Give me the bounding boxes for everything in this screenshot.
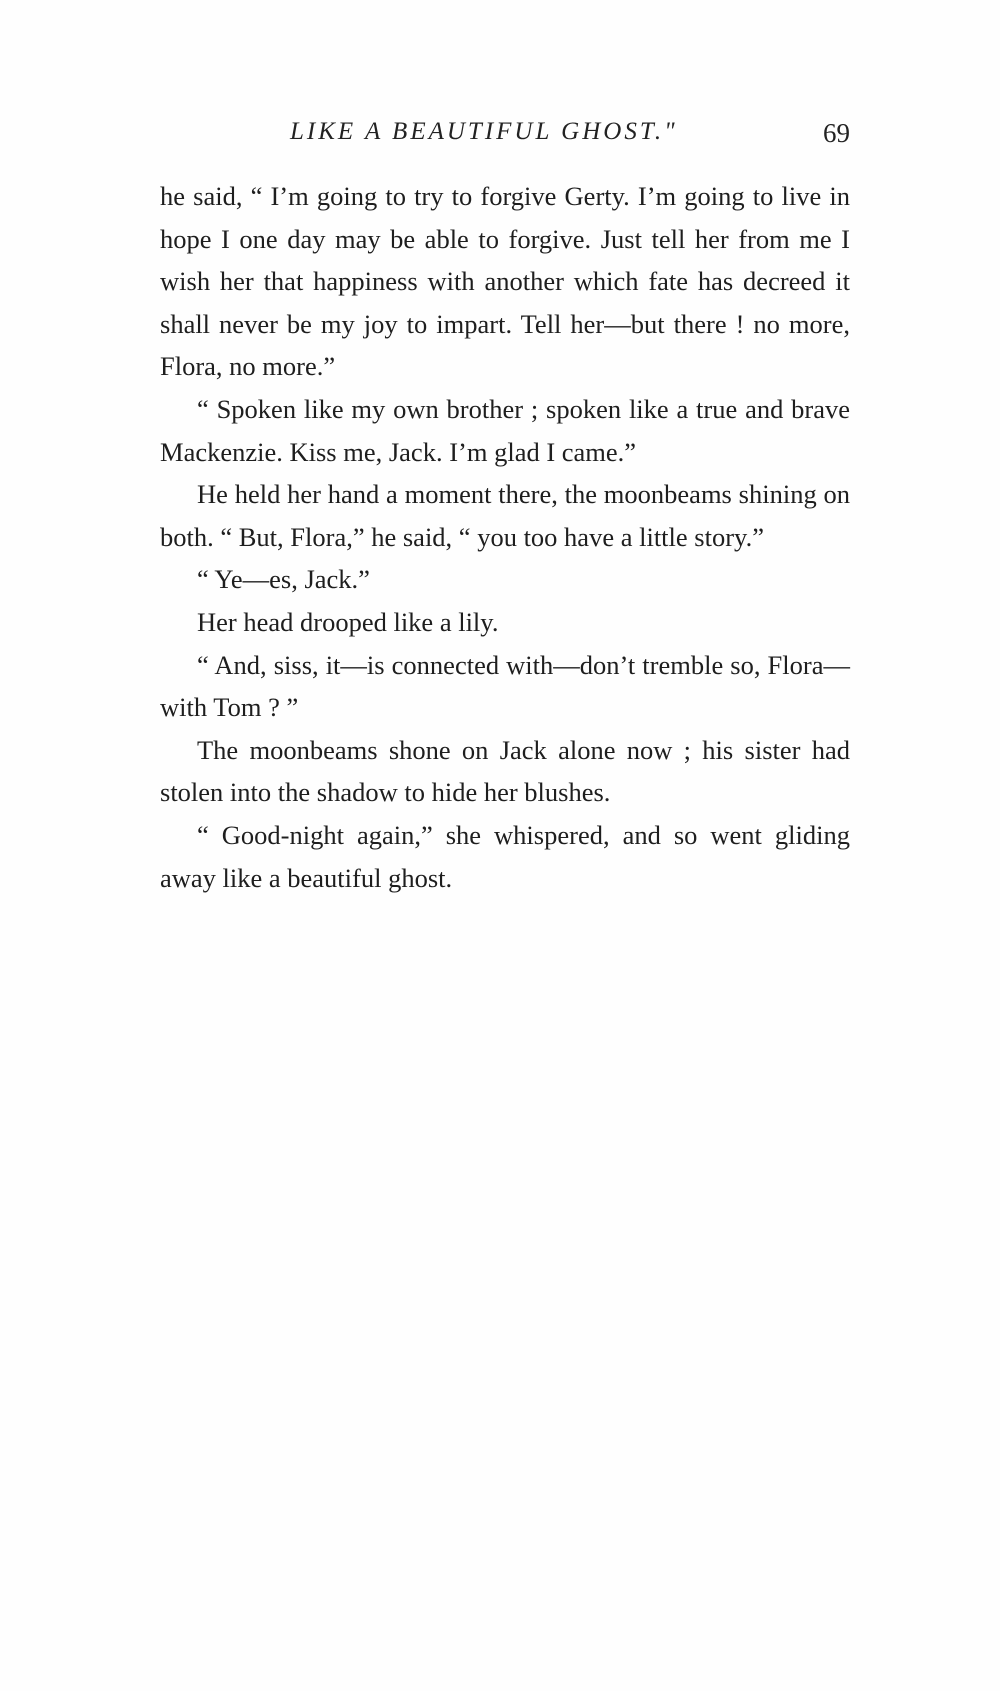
page-number: 69 (823, 118, 850, 148)
paragraph-8: “ Good-night again,” she whispered, and so went gliding away like a beautiful ghost. (160, 819, 850, 893)
paragraph-6: “ And, siss, it—is connected with—don’t tremble so, Flora—with Tom ? ” (160, 649, 850, 723)
paragraph-3: He held her hand a moment there, the moonbeams shining on both. “ But, Flora,” he said, “ you too have a little story.” (160, 479, 850, 552)
paragraph-5: Her head drooped like a lily. (197, 606, 499, 637)
body-text (160, 175, 850, 899)
paragraph-7: The moonbeams shone on Jack alone now ; his sister had stolen into the shadow to hide her blushes. (160, 734, 850, 808)
paragraph-4: “ Ye—es, Jack.” (197, 564, 370, 595)
paragraph-2: “ Spoken like my own brother ; spoken like a true and brave Mackenzie. Kiss me, Jack. I’m glad I came.” (160, 393, 850, 467)
paragraph-1: he said, “ I’m going to try to forgive Gerty. I’m going to live in hope I one day may be able to forgive. Just tell her from me I wish her that happiness with another which fate has decreed it shall never be my joy to impart. Tell her—but there ! no more, Flora, no more.” (160, 181, 850, 382)
running-head (160, 118, 850, 152)
running-title: LIKE A BEAUTIFUL GHOST." (290, 118, 678, 145)
